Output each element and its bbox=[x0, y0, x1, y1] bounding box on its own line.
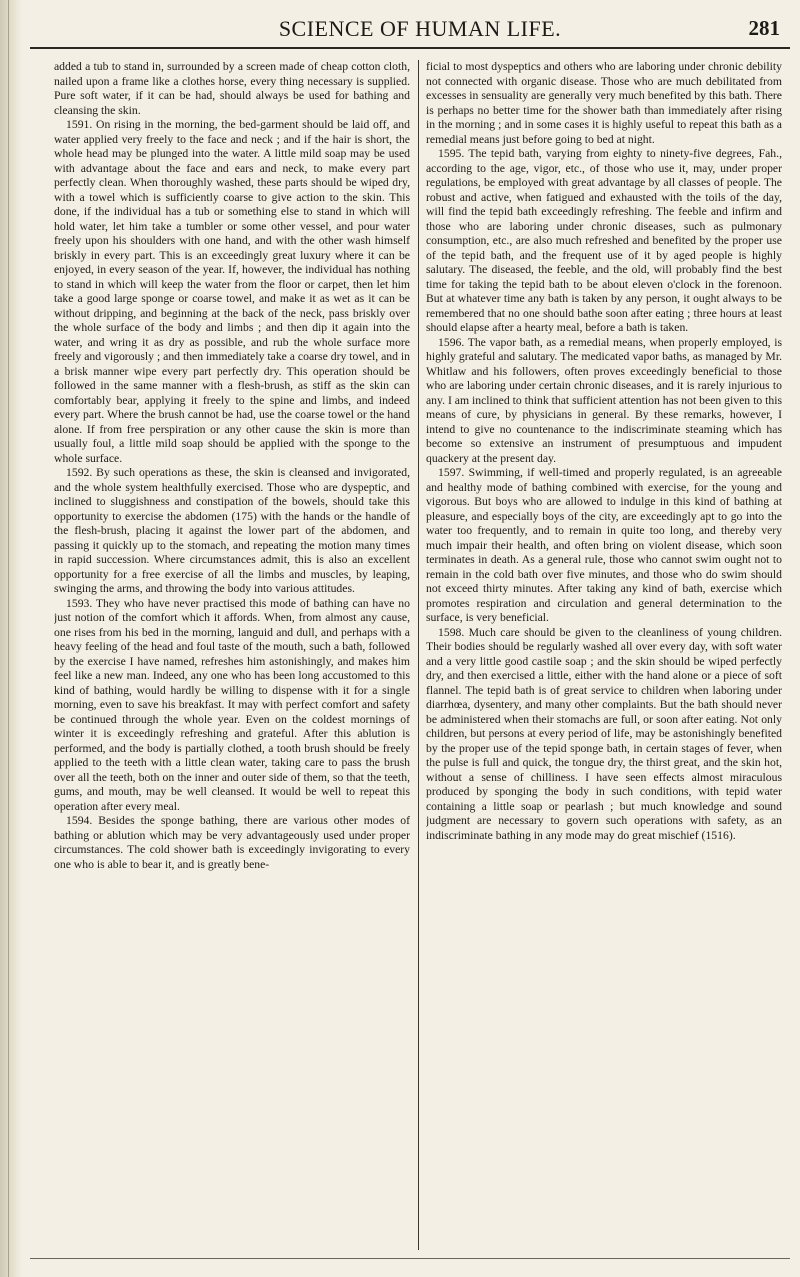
left-column bbox=[54, 60, 410, 1250]
page-number: 281 bbox=[748, 16, 780, 40]
bottom-rule bbox=[30, 1258, 790, 1259]
paragraph: 1593. They who have never practised this mode of bathing can have no just notion of the comfort which it affords. When, from almost any cause, one rises from his bed in the morning, languid and dull, and perhaps with a heavy feeling of the head and foul taste of the mouth, such a bath, followed by the exercise I have named, refreshes him astonishingly, and makes him feel like a new man. Indeed, any one who has been long accustomed to this kind of bathing, would hardly be willing to dispense with it for a single morning, even to save his breakfast. It may with perfect comfort and safety be continued through the whole year. Even on the coldest mornings of winter it is exceedingly refreshing and grateful. After this ablution is performed, and the body is partially clothed, a tooth brush should be freely applied to the teeth with a little clean water, taking care to pass the brush over all the teeth, both on the inner and outer side of them, so that the teeth, gums, and mouth, may be well cleansed. It would be well to repeat this operation after every meal. bbox=[54, 596, 410, 813]
paragraph: added a tub to stand in, surrounded by a screen made of cheap cotton cloth, nailed upon a frame like a clothes horse, every thing necessary is supplied. Pure soft water, if it can be had, should always be used for bathing and cleansing the skin. bbox=[54, 60, 410, 117]
column-divider bbox=[418, 60, 419, 1250]
page-binding-shadow bbox=[0, 0, 22, 1277]
running-title: SCIENCE OF HUMAN LIFE. bbox=[278, 16, 562, 41]
header-rule bbox=[30, 47, 790, 49]
text-columns bbox=[54, 60, 782, 1250]
paragraph: 1595. The tepid bath, varying from eighty to ninety-five degrees, Fah., according to the age, vigor, etc., of those who use it, may, under proper regulations, be employed with great advantage by all classes of people. The robust and active, when fatigued and exhausted with the toils of the day, will find the tepid bath exceedingly refreshing. The feeble and infirm and those who are laboring under chronic diseases, such as pulmonary consumption, etc., are also much refreshed and benefited by the proper use of the tepid bath, and the frequent use of it by aged people is highly salutary. The diseased, the feeble, and the old, will probably find the best time for taking the tepid bath to be about eleven o'clock in the forenoon. But at whatever time any bath is taken by any person, it ought always to be remembered that no one should bathe soon after eating ; three hours at least should elapse after a hearty meal, before a bath is taken. bbox=[426, 147, 782, 334]
right-column bbox=[426, 60, 782, 1250]
paragraph: 1591. On rising in the morning, the bed-garment should be laid off, and water applied very freely to the face and neck ; and if the hair is short, the whole head may be plunged into the water. A little mild soap may be used with advantage about the face and ears and neck, to make every part perfectly clean. When thoroughly washed, these parts should be wiped dry, with a towel which is sufficiently coarse to give action to the skin. This done, if the individual has a tub or something else to stand in which will hold water, let him take a tumbler or some other vessel, and pour water freely upon his shoulders with one hand, and with the other wash himself briskly in every part. This is an exceedingly great luxury where it can be enjoyed, in every season of the year. If, however, the individual has nothing to stand in which will keep the water from the floor or carpet, then let him take a good large sponge or coarse towel, and make it as wet as it can be without dripping, and beginning at the back of the neck, pass briskly over the whole surface of the body and limbs ; and then dip it again into the water, and wring it as dry as possible, and rub the whole surface more freely and vigorously ; and then immediately take a coarse dry towel, and in a brisk manner wipe every part perfectly dry. This operation should be followed in the same manner with a flesh-brush, as stiff as the skin can comfortably bear, applying it freely to the spine and limbs, and indeed every part. Where the brush cannot be had, use the coarse towel or the hand alone. If from free perspiration or any other cause the skin is more than usually foul, a little mild soap should be applied with the sponge to the whole surface. bbox=[54, 118, 410, 465]
paragraph: ficial to most dyspeptics and others who are laboring under chronic debility not connected with organic disease. Those who are much debilitated from excesses in sensuality are generally very much benefited by this bath. There is perhaps no better time for the shower bath than immediately after rising in the morning ; and in some cases it is highly useful to repeat this bath as a remedial means just before going to bed at night. bbox=[426, 60, 782, 146]
paragraph: 1592. By such operations as these, the skin is cleansed and invigorated, and the whole system healthfully exercised. Those who are dyspeptic, and inclined to sluggishness and constipation of the bowels, should take this opportunity to exercise the abdomen (175) with the hands or the handle of the flesh-brush, placing it against the lower part of the abdomen, and passing it quickly up to the stomach, and repeating the motion many times in rapid succession. Where circumstances admit, this is also an excellent opportunity for a free exercise of all the limbs and muscles, by leaping, swinging the arms, and throwing the body into various attitudes. bbox=[54, 466, 410, 595]
paragraph: 1597. Swimming, if well-timed and properly regulated, is an agreeable and healthy mode of bathing combined with exercise, for the young and vigorous. But boys who are allowed to indulge in this kind of bathing at pleasure, and especially boys of the city, are exceedingly apt to go into the water too frequently, and to remain in quite too long, and thereby very much impair their health, and often bring on violent disease, which soon terminates in death. As a general rule, those who cannot swim ought not to remain in the cold bath over five minutes, and those who do swim should not exceed thirty minutes. After taking any kind of bath, exercise which promotes respiration and circulation and general determination to the surface, is very beneficial. bbox=[426, 466, 782, 624]
paragraph: 1596. The vapor bath, as a remedial means, when properly employed, is highly grateful and salutary. The medicated vapor baths, as managed by Mr. Whitlaw and his followers, often proves exceedingly beneficial to those who are laboring under certain chronic diseases, and it is rarely injurious to any. I am inclined to think that sufficient attention has not been given to this means of cure, by physicians in general. By these remarks, however, I intend to give no countenance to the indiscriminate steaming which has become so extensive an instrument of presumptuous and impudent quackery at the present day. bbox=[426, 335, 782, 465]
paragraph: 1598. Much care should be given to the cleanliness of young children. Their bodies should be regularly washed all over every day, with soft water and a very little good castile soap ; and the skin should be wiped perfectly dry, and then exercised a little, either with the hand alone or a piece of soft flannel. The tepid bath is of great service to children when laboring under diarrhœa, dysentery, and many other complaints. But the bath should never be administered when their stomachs are full, or soon after eating. Not only children, but persons at every period of life, may be astonishingly benefited by the proper use of the tepid sponge bath, in certain stages of fever, when the pulse is full and quick, the tongue dry, the thirst great, and the skin hot, without a sense of chilliness. I have seen effects almost miraculous produced by sponging the body in such conditions, with tepid water containing a little soap or pearlash ; but much knowledge and sound judgment are necessary to govern such operations with safety, as an indiscriminate bathing in any mode may do great mischief (1516). bbox=[426, 625, 782, 842]
paragraph: 1594. Besides the sponge bathing, there are various other modes of bathing or ablution which may be very advantageously used under proper circumstances. The cold shower bath is exceedingly invigorating to every one who is able to bear it, and is greatly bene- bbox=[54, 814, 410, 871]
page-edge-line bbox=[8, 0, 9, 1277]
